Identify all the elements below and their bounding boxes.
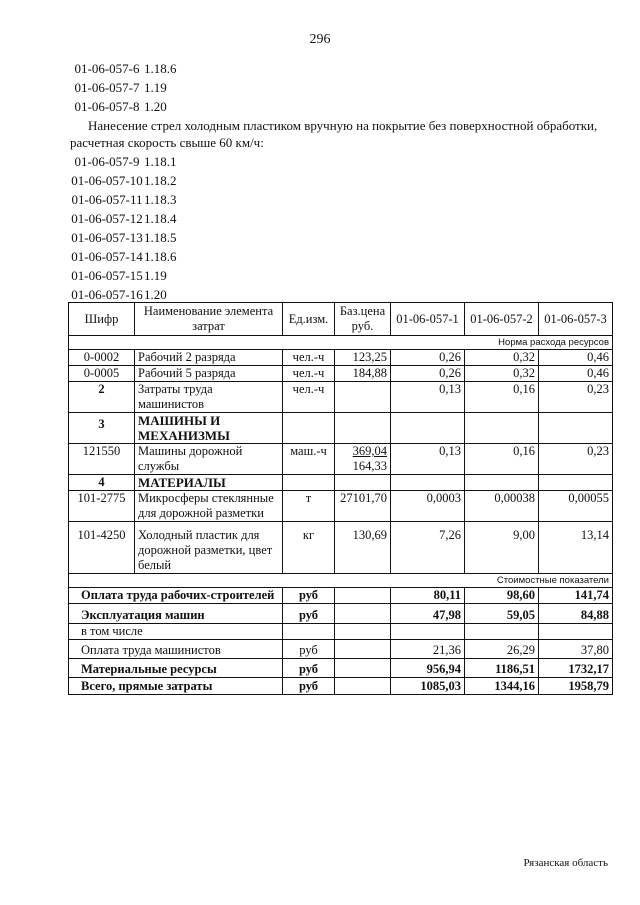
code-line: 01-06-057-7 1.19	[74, 80, 167, 95]
code-line: 01-06-057-121.18.4	[71, 211, 177, 226]
resource-table	[68, 302, 613, 695]
totals-row: в том числе	[69, 624, 613, 640]
codes-block	[70, 59, 610, 304]
code-line: 01-06-057-6 1.18.6	[74, 61, 177, 76]
totals-row: Оплата труда рабочих-строителей руб 80,11 98,60 141,74	[69, 588, 613, 604]
machine-price: 369,04 164,33	[335, 444, 391, 475]
code-line: 01-06-057-161.20	[71, 287, 167, 302]
totals-row: Оплата труда машинистов руб 21,36 26,29 37,80	[69, 640, 613, 659]
table-row: 0-0005 Рабочий 5 разряда чел.-ч 184,88 0,26 0,32 0,46	[69, 366, 613, 382]
table-row: 101-4250 Холодный пластик для дорожной разметки, цвет белый кг 130,69 7,26 9,00 13,14	[69, 522, 613, 574]
norm-label: Норма расхода ресурсов	[69, 336, 613, 350]
norm-label-row	[69, 336, 613, 350]
totals-row: Всего, прямые затраты руб 1085,03 1344,16 1958,79	[69, 678, 613, 695]
header-name: Наименование элемента затрат	[135, 303, 283, 336]
table-header-row	[69, 303, 613, 336]
code-line: 01-06-057-131.18.5	[71, 230, 177, 245]
code-line: 01-06-057-8 1.20	[74, 99, 167, 114]
code-line: 01-06-057-9 1.18.1	[74, 154, 177, 169]
totals-row: Материальные ресурсы руб 956,94 1186,51 1732,17	[69, 659, 613, 678]
header-col3: 01-06-057-3	[539, 303, 613, 336]
totals-row: Эксплуатация машин руб 47,98 59,05 84,88	[69, 604, 613, 624]
header-price: Баз.цена руб.	[335, 303, 391, 336]
table-row: 0-0002 Рабочий 2 разряда чел.-ч 123,25 0,26 0,32 0,46	[69, 350, 613, 366]
header-col1: 01-06-057-1	[391, 303, 465, 336]
cost-label: Стоимостные показатели	[69, 574, 613, 588]
header-code: Шифр	[69, 303, 135, 336]
page-number: 296	[309, 32, 331, 47]
cost-label-row	[69, 574, 613, 588]
table-row: 101-2775 Микросферы стеклянные для дорожной разметки т 27101,70 0,0003 0,00038 0,00055	[69, 491, 613, 522]
section-description: Нанесение стрел холодным пластиком вручную на покрытие без поверхностной обработки, расчетная скорость свыше 60 км/ч:	[70, 118, 598, 150]
header-unit: Ед.изм.	[283, 303, 335, 336]
footer-region: Рязанская область	[523, 857, 608, 869]
table-row: 121550 Машины дорожной службы маш.-ч 369,04 164,33 0,13 0,16 0,23	[69, 444, 613, 475]
code-line: 01-06-057-151.19	[71, 268, 167, 283]
header-col2: 01-06-057-2	[465, 303, 539, 336]
code-line: 01-06-057-101.18.2	[71, 173, 177, 188]
table-section-row: 3 МАШИНЫ И МЕХАНИЗМЫ	[69, 413, 613, 444]
code-line: 01-06-057-11 1.18.3	[71, 192, 177, 207]
code-line: 01-06-057-141.18.6	[71, 249, 177, 264]
table-row: 2 Затраты труда машинистов чел.-ч 0,13 0,16 0,23	[69, 382, 613, 413]
table-section-row: 4 МАТЕРИАЛЫ	[69, 475, 613, 491]
